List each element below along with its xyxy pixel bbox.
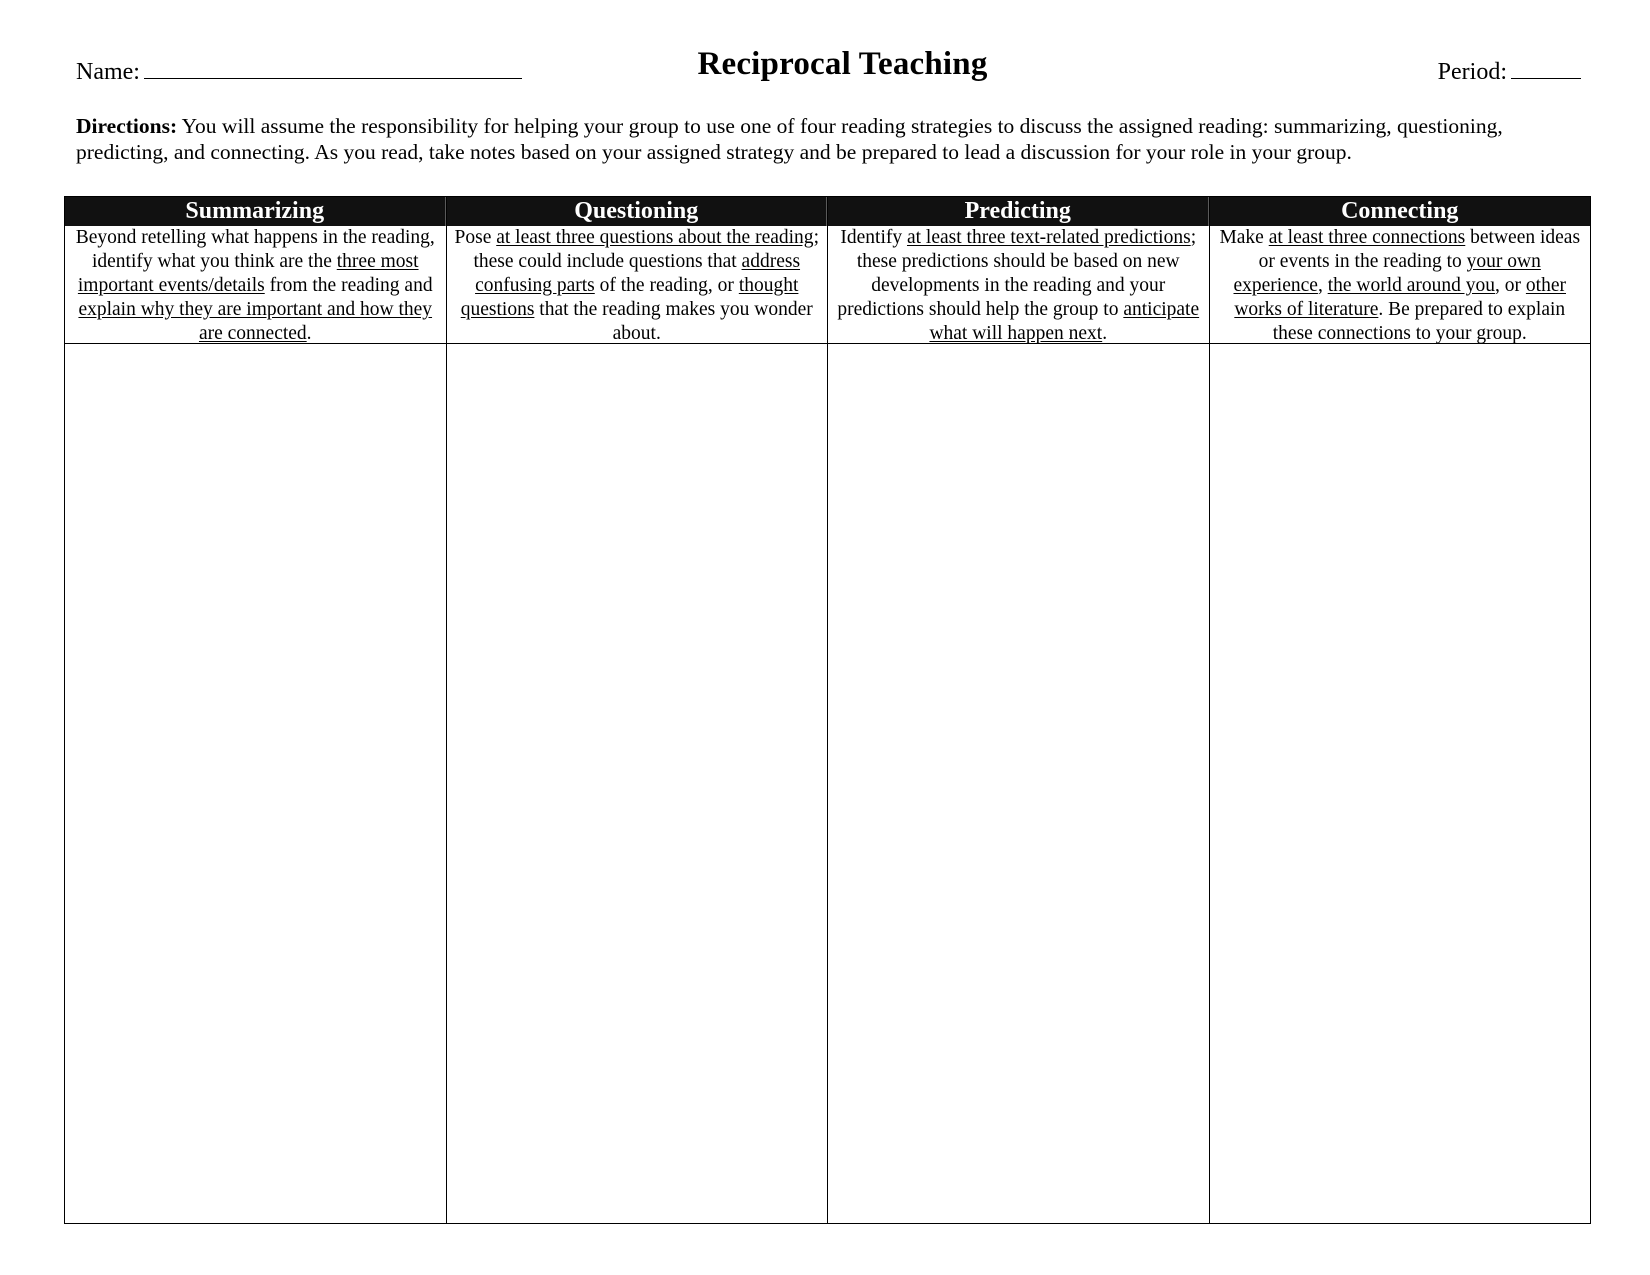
description-text: of the reading, or (594, 275, 739, 296)
notes-area-connecting[interactable] (1210, 344, 1591, 1223)
column-description-questioning (447, 226, 828, 344)
emphasized-phrase: anticipate what will happen next (929, 299, 1200, 344)
emphasized-phrase: your own experience (1233, 251, 1541, 296)
column-description-summarizing (65, 226, 446, 344)
emphasized-phrase: at least three questions about the reading (496, 227, 814, 248)
directions (76, 113, 1586, 165)
column-header-summarizing: Summarizing (65, 197, 446, 226)
description-text: Beyond retelling what happens in the reading, identify what you think are the (75, 227, 435, 272)
emphasized-phrase: thought questions (460, 275, 799, 320)
column-questioning (447, 197, 829, 1223)
description-text: . (306, 323, 312, 344)
notes-area-predicting[interactable] (828, 344, 1209, 1223)
emphasized-phrase: the world around you (1327, 275, 1496, 296)
period-label: Period: (1437, 59, 1507, 85)
description-text: Make (1219, 227, 1269, 248)
emphasized-phrase: address confusing parts (475, 251, 801, 296)
column-description-predicting (828, 226, 1209, 344)
description-text: ; these predictions should be based on new developments in the reading and your predictions should help the group to (837, 227, 1197, 320)
column-predicting (828, 197, 1210, 1223)
description-text: , or (1495, 275, 1526, 296)
description-text: ; these could include questions that (473, 227, 819, 272)
description-text: Pose (454, 227, 497, 248)
description-text: Identify (840, 227, 907, 248)
name-label: Name: (76, 59, 140, 85)
emphasized-phrase: at least three connections (1268, 227, 1466, 248)
description-text: , (1317, 275, 1328, 296)
period-field (1438, 56, 1581, 86)
column-header-connecting: Connecting (1210, 197, 1591, 226)
column-header-predicting: Predicting (828, 197, 1209, 226)
description-text: between ideas or events in the reading to (1258, 227, 1581, 272)
emphasized-phrase: at least three text-related predictions (906, 227, 1191, 248)
description-text: from the reading and (264, 275, 433, 296)
directions-text: You will assume the responsibility for helping your group to use one of four reading strategies to discuss the assigned reading: summarizing, questioning, predicting, and connecting. As you read, take notes based on your assigned strategy and be prepared to lead a discussion for your role in your group. (76, 114, 1503, 164)
period-blank-line[interactable] (1511, 56, 1581, 79)
description-text: . Be prepared to explain these connections to your group. (1272, 299, 1566, 344)
column-connecting (1210, 197, 1591, 1223)
worksheet-header (76, 46, 1581, 90)
notes-area-summarizing[interactable] (65, 344, 446, 1223)
column-header-questioning: Questioning (447, 197, 828, 226)
description-text: that the reading makes you wonder about. (534, 299, 813, 344)
column-description-connecting (1210, 226, 1591, 344)
description-text: . (1102, 323, 1108, 344)
strategy-table (64, 196, 1591, 1224)
emphasized-phrase: explain why they are important and how they are connected (78, 299, 433, 344)
page-title (76, 46, 1581, 83)
column-summarizing (65, 197, 447, 1223)
page-title-text: Reciprocal Teaching (697, 46, 988, 82)
emphasized-phrase: other works of literature (1234, 275, 1566, 320)
emphasized-phrase: three most important events/details (77, 251, 419, 296)
directions-label: Directions: (76, 114, 178, 138)
notes-area-questioning[interactable] (447, 344, 828, 1223)
